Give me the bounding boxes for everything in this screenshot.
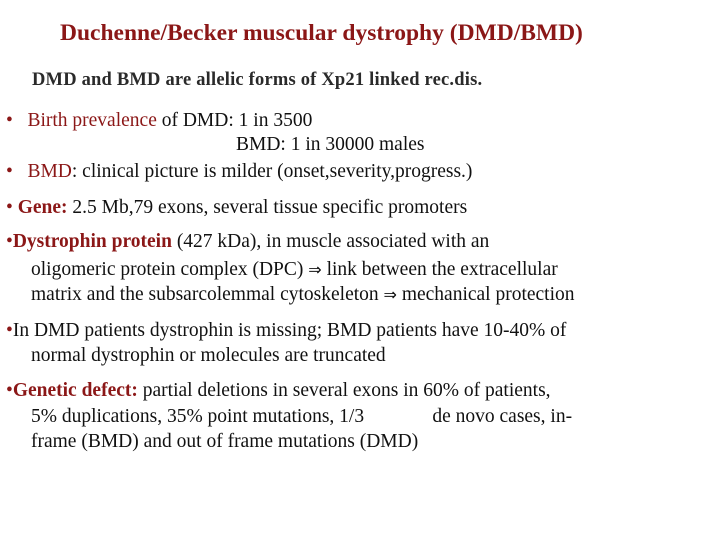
dystrophin-term: Dystrophin protein xyxy=(12,231,172,252)
dystrophin-missing-text: In DMD patients dystrophin is missing; BMD patients have 10-40% of xyxy=(12,320,567,341)
genetic-defect-line-2: 5% duplications, 35% point mutations, 1/3 de novo cases, in- xyxy=(31,406,573,427)
bmd-term: BMD xyxy=(27,161,72,182)
birth-prevalence-text: of DMD: 1 in 3500 xyxy=(156,110,313,131)
genetic-defect-item xyxy=(6,380,551,402)
bmd-item xyxy=(6,161,472,183)
gene-item xyxy=(6,197,467,219)
genetic-defect-term: Genetic defect: xyxy=(12,380,138,401)
gene-term: Gene: xyxy=(17,197,68,218)
bullet: • xyxy=(6,231,13,252)
birth-prevalence-term: Birth prevalence xyxy=(27,110,157,131)
dystrophin-text: (427 kDa), in muscle associated with an xyxy=(171,231,490,252)
slide-title: Duchenne/Becker muscular dystrophy (DMD/BMD) xyxy=(60,20,583,46)
dystrophin-missing-line-2: normal dystrophin or molecules are truncated xyxy=(31,345,386,366)
dystrophin-text-3b: mechanical protection xyxy=(396,284,575,305)
dystrophin-missing-item xyxy=(6,320,566,342)
gene-text: 2.5 Mb,79 exons, several tissue specific promoters xyxy=(67,197,468,218)
bullet: • xyxy=(6,380,13,401)
genetic-defect-text: partial deletions in several exons in 60% of patients, xyxy=(137,380,551,401)
bullet: • xyxy=(6,161,13,182)
dystrophin-text-2b: link between the extracellular xyxy=(321,259,558,280)
slide-subtitle: DMD and BMD are allelic forms of Xp21 linked rec.dis. xyxy=(32,70,483,90)
bmd-text: : clinical picture is milder (onset,severity,progress.) xyxy=(71,161,473,182)
dystrophin-text-3a: matrix and the subsarcolemmal cytoskeleton xyxy=(31,284,384,305)
dystrophin-item xyxy=(6,231,489,253)
implies-arrow-icon: ⇒ xyxy=(308,260,322,279)
dystrophin-text-2a: oligomeric protein complex (DPC) xyxy=(31,259,309,280)
bullet: • xyxy=(6,197,13,218)
birth-prevalence-bmd-line: BMD: 1 in 30000 males xyxy=(236,134,425,155)
dystrophin-line-3 xyxy=(31,284,575,306)
birth-prevalence-item xyxy=(6,110,312,132)
implies-arrow-icon: ⇒ xyxy=(383,285,397,304)
bullet: • xyxy=(6,320,13,341)
bullet: • xyxy=(6,110,13,131)
genetic-defect-line-3: frame (BMD) and out of frame mutations (DMD) xyxy=(31,431,419,452)
dystrophin-line-2 xyxy=(31,259,558,281)
